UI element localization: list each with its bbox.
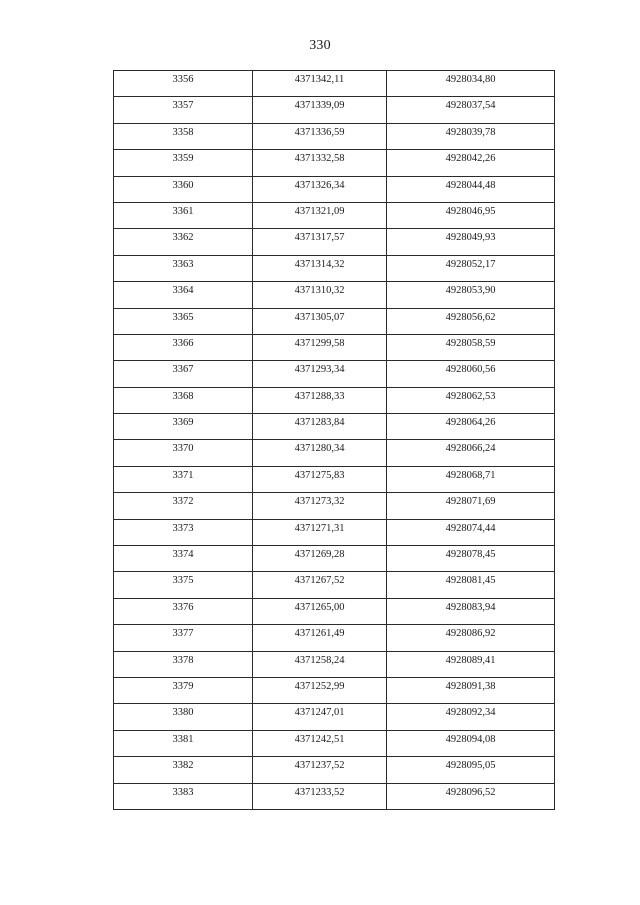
y-coordinate-cell: 4928039,78 — [387, 123, 555, 149]
point-number-cell: 3375 — [114, 572, 253, 598]
y-coordinate-cell: 4928037,54 — [387, 97, 555, 123]
table-row — [114, 308, 555, 334]
point-number-cell: 3382 — [114, 757, 253, 783]
table-row — [114, 202, 555, 228]
table-row — [114, 783, 555, 809]
table-row — [114, 282, 555, 308]
y-coordinate-cell: 4928094,08 — [387, 730, 555, 756]
table-row — [114, 730, 555, 756]
y-coordinate-cell: 4928064,26 — [387, 414, 555, 440]
y-coordinate-cell: 4928089,41 — [387, 651, 555, 677]
point-number-cell: 3381 — [114, 730, 253, 756]
point-number-cell: 3372 — [114, 493, 253, 519]
x-coordinate-cell: 4371317,57 — [253, 229, 387, 255]
point-number-cell: 3377 — [114, 625, 253, 651]
point-number-cell: 3364 — [114, 282, 253, 308]
x-coordinate-cell: 4371336,59 — [253, 123, 387, 149]
y-coordinate-cell: 4928053,90 — [387, 282, 555, 308]
table-row — [114, 334, 555, 360]
x-coordinate-cell: 4371283,84 — [253, 414, 387, 440]
x-coordinate-cell: 4371314,32 — [253, 255, 387, 281]
y-coordinate-cell: 4928062,53 — [387, 387, 555, 413]
x-coordinate-cell: 4371247,01 — [253, 704, 387, 730]
x-coordinate-cell: 4371280,34 — [253, 440, 387, 466]
x-coordinate-cell: 4371342,11 — [253, 71, 387, 97]
point-number-cell: 3379 — [114, 677, 253, 703]
point-number-cell: 3374 — [114, 546, 253, 572]
table-row — [114, 150, 555, 176]
x-coordinate-cell: 4371288,33 — [253, 387, 387, 413]
table-row — [114, 123, 555, 149]
table-row — [114, 625, 555, 651]
table-row — [114, 361, 555, 387]
table-row — [114, 704, 555, 730]
y-coordinate-cell: 4928052,17 — [387, 255, 555, 281]
y-coordinate-cell: 4928078,45 — [387, 546, 555, 572]
table-row — [114, 546, 555, 572]
point-number-cell: 3360 — [114, 176, 253, 202]
x-coordinate-cell: 4371339,09 — [253, 97, 387, 123]
y-coordinate-cell: 4928034,80 — [387, 71, 555, 97]
point-number-cell: 3368 — [114, 387, 253, 413]
table-row — [114, 440, 555, 466]
point-number-cell: 3357 — [114, 97, 253, 123]
table-row — [114, 572, 555, 598]
x-coordinate-cell: 4371242,51 — [253, 730, 387, 756]
point-number-cell: 3366 — [114, 334, 253, 360]
x-coordinate-cell: 4371252,99 — [253, 677, 387, 703]
table-row — [114, 493, 555, 519]
table-row — [114, 651, 555, 677]
point-number-cell: 3370 — [114, 440, 253, 466]
x-coordinate-cell: 4371258,24 — [253, 651, 387, 677]
y-coordinate-cell: 4928095,05 — [387, 757, 555, 783]
y-coordinate-cell: 4928058,59 — [387, 334, 555, 360]
table-row — [114, 71, 555, 97]
y-coordinate-cell: 4928091,38 — [387, 677, 555, 703]
x-coordinate-cell: 4371299,58 — [253, 334, 387, 360]
y-coordinate-cell: 4928056,62 — [387, 308, 555, 334]
point-number-cell: 3380 — [114, 704, 253, 730]
point-number-cell: 3383 — [114, 783, 253, 809]
table-row — [114, 519, 555, 545]
x-coordinate-cell: 4371269,28 — [253, 546, 387, 572]
y-coordinate-cell: 4928086,92 — [387, 625, 555, 651]
x-coordinate-cell: 4371265,00 — [253, 598, 387, 624]
coordinates-table-body — [114, 71, 555, 810]
point-number-cell: 3363 — [114, 255, 253, 281]
page-number: 330 — [309, 38, 331, 53]
x-coordinate-cell: 4371321,09 — [253, 202, 387, 228]
point-number-cell: 3376 — [114, 598, 253, 624]
y-coordinate-cell: 4928046,95 — [387, 202, 555, 228]
x-coordinate-cell: 4371273,32 — [253, 493, 387, 519]
point-number-cell: 3378 — [114, 651, 253, 677]
table-row — [114, 677, 555, 703]
point-number-cell: 3361 — [114, 202, 253, 228]
table-row — [114, 255, 555, 281]
point-number-cell: 3369 — [114, 414, 253, 440]
table-row — [114, 757, 555, 783]
y-coordinate-cell: 4928060,56 — [387, 361, 555, 387]
y-coordinate-cell: 4928049,93 — [387, 229, 555, 255]
x-coordinate-cell: 4371326,34 — [253, 176, 387, 202]
table-row — [114, 598, 555, 624]
y-coordinate-cell: 4928081,45 — [387, 572, 555, 598]
table-row — [114, 229, 555, 255]
point-number-cell: 3367 — [114, 361, 253, 387]
y-coordinate-cell: 4928083,94 — [387, 598, 555, 624]
x-coordinate-cell: 4371293,34 — [253, 361, 387, 387]
point-number-cell: 3358 — [114, 123, 253, 149]
point-number-cell: 3371 — [114, 466, 253, 492]
x-coordinate-cell: 4371305,07 — [253, 308, 387, 334]
point-number-cell: 3373 — [114, 519, 253, 545]
x-coordinate-cell: 4371332,58 — [253, 150, 387, 176]
table-row — [114, 97, 555, 123]
x-coordinate-cell: 4371261,49 — [253, 625, 387, 651]
x-coordinate-cell: 4371267,52 — [253, 572, 387, 598]
y-coordinate-cell: 4928071,69 — [387, 493, 555, 519]
table-row — [114, 414, 555, 440]
table-row — [114, 387, 555, 413]
y-coordinate-cell: 4928042,26 — [387, 150, 555, 176]
x-coordinate-cell: 4371271,31 — [253, 519, 387, 545]
point-number-cell: 3362 — [114, 229, 253, 255]
y-coordinate-cell: 4928044,48 — [387, 176, 555, 202]
point-number-cell: 3359 — [114, 150, 253, 176]
x-coordinate-cell: 4371237,52 — [253, 757, 387, 783]
coordinates-table — [113, 70, 555, 810]
point-number-cell: 3365 — [114, 308, 253, 334]
x-coordinate-cell: 4371310,32 — [253, 282, 387, 308]
point-number-cell: 3356 — [114, 71, 253, 97]
y-coordinate-cell: 4928096,52 — [387, 783, 555, 809]
table-row — [114, 466, 555, 492]
table-row — [114, 176, 555, 202]
y-coordinate-cell: 4928068,71 — [387, 466, 555, 492]
x-coordinate-cell: 4371275,83 — [253, 466, 387, 492]
y-coordinate-cell: 4928066,24 — [387, 440, 555, 466]
y-coordinate-cell: 4928074,44 — [387, 519, 555, 545]
x-coordinate-cell: 4371233,52 — [253, 783, 387, 809]
y-coordinate-cell: 4928092,34 — [387, 704, 555, 730]
